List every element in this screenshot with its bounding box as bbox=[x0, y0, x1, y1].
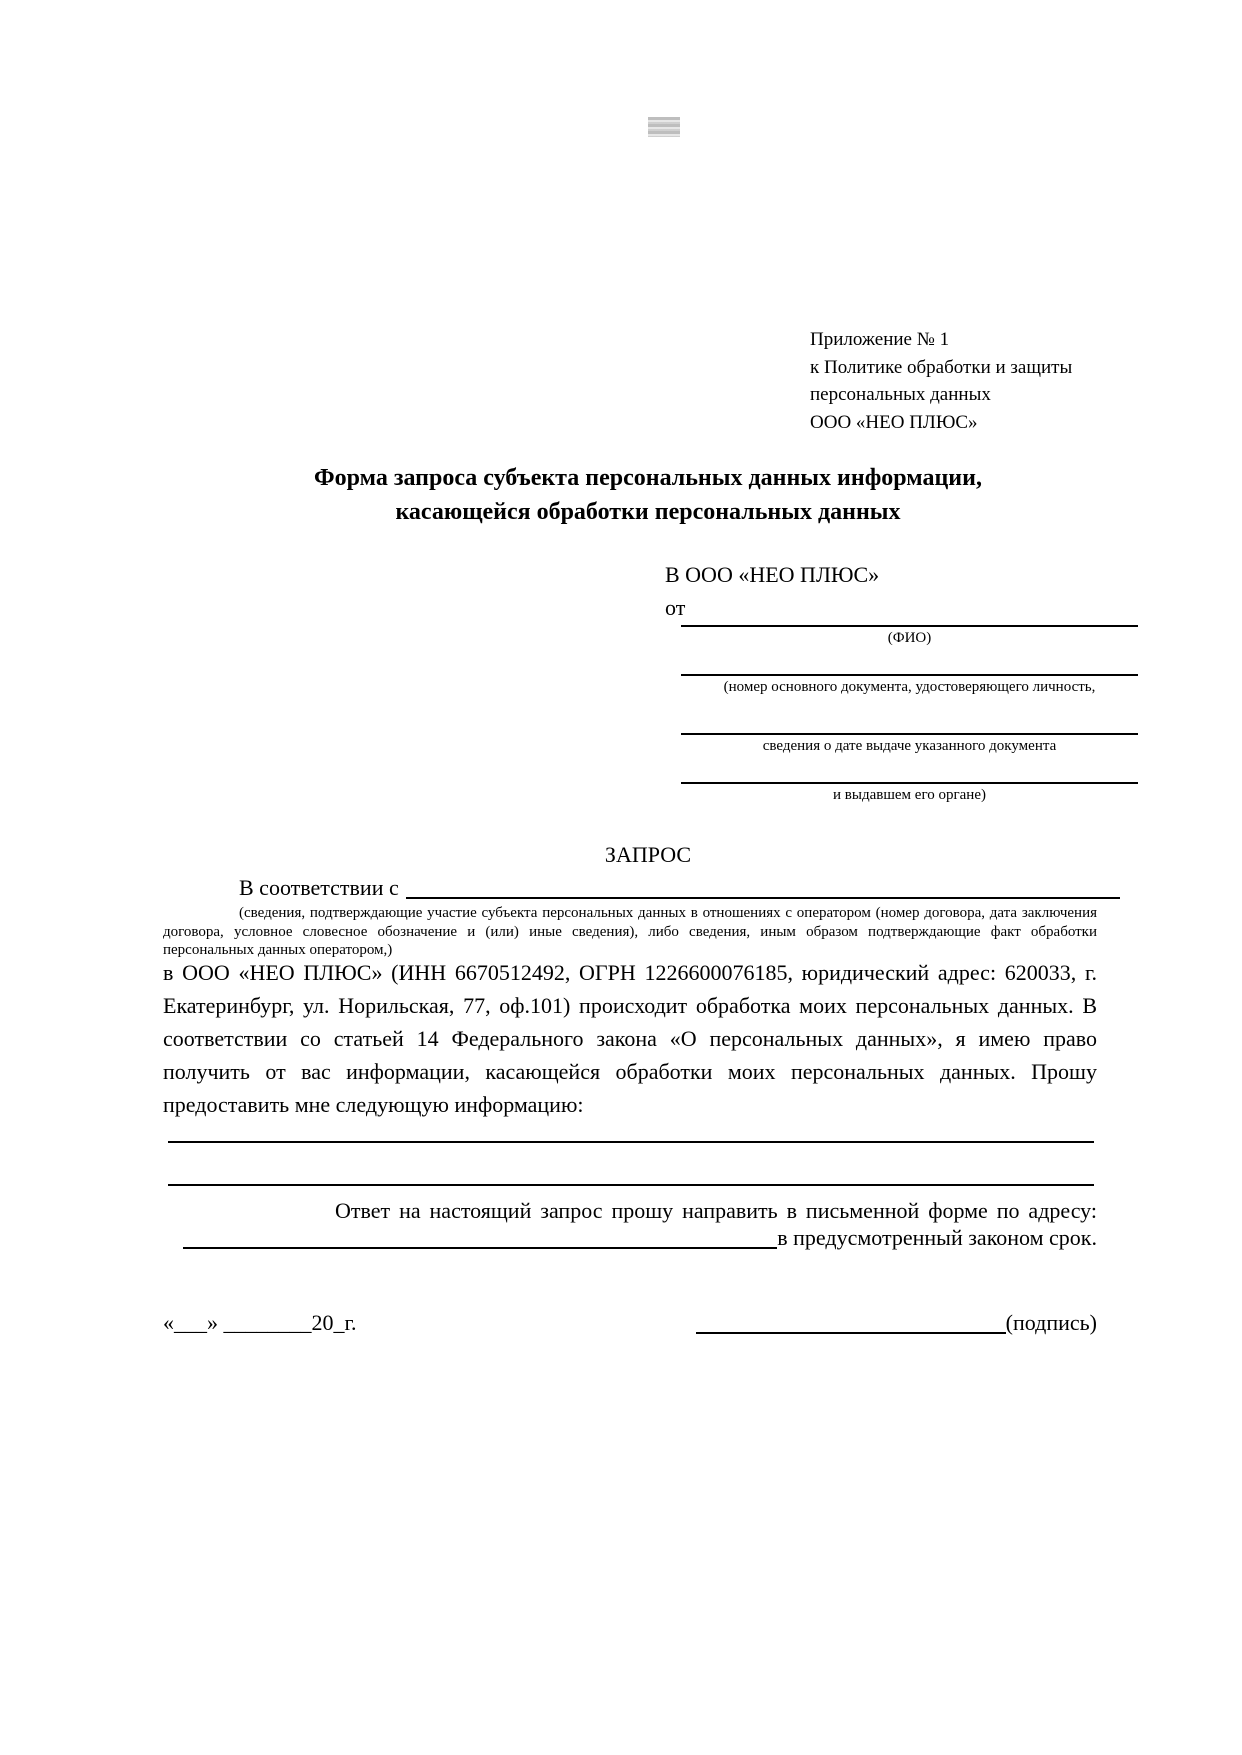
information-blank-line-1 bbox=[168, 1141, 1094, 1143]
document-number-field-caption: (номер основного документа, удостоверяющего личность, bbox=[723, 679, 1096, 695]
issuing-authority-field-line bbox=[681, 782, 1138, 784]
fio-field-line bbox=[681, 625, 1138, 627]
signature-row bbox=[163, 1306, 1097, 1339]
answer-tail-text: в предусмотренный законом срок. bbox=[777, 1225, 1097, 1250]
information-blank-line-2 bbox=[168, 1184, 1094, 1186]
fio-field-caption: (ФИО) bbox=[887, 630, 932, 646]
answer-address-row bbox=[183, 1221, 1097, 1254]
request-body-paragraph: в ООО «НЕО ПЛЮС» (ИНН 6670512492, ОГРН 1226600076185, юридический адрес: 620033, г. Екатеринбург, ул. Норильская, 77, оф.101) происходит обработка моих персональных данных. В соответствии со статьей 14 Федерального закона «О персональных данных», я имею право получить от вас информации, касающейся обработки моих персональных данных. Прошу предоставить мне следующую информацию: bbox=[163, 960, 1097, 1117]
document-number-field-line bbox=[681, 674, 1138, 676]
issuing-authority-field-caption: и выдавшем его органе) bbox=[833, 787, 986, 803]
answer-address-sentence: Ответ на настоящий запрос прошу направить в письменной форме по адресу: bbox=[335, 1198, 1097, 1223]
appendix-line: Приложение № 1 bbox=[810, 329, 950, 350]
page-title bbox=[181, 461, 1115, 529]
accordance-footnote: (сведения, подтверждающие участие субъекта персональных данных в отношениях с оператором (номер договора, дата заключения договора, условное словесное обозначение и (или) иные сведения), либо сведения, иным образом подтверждающие факт обработки персональных данных оператором,) bbox=[163, 905, 1097, 958]
accordance-blank-line bbox=[406, 897, 1120, 899]
addressee-from-label: от bbox=[665, 595, 686, 620]
signature-area bbox=[696, 1306, 1097, 1339]
request-heading: ЗАПРОС bbox=[604, 842, 692, 867]
issue-date-field-line bbox=[681, 733, 1138, 735]
appendix-line: к Политике обработки и защиты bbox=[810, 356, 1073, 378]
issue-date-field-caption: сведения о дате выдаче указанного документа bbox=[762, 738, 1057, 754]
appendix-note bbox=[810, 326, 1170, 436]
date-blank-text: «___» ________20_г. bbox=[163, 1310, 357, 1335]
addressee-block bbox=[665, 558, 879, 624]
page-title-line-2: касающейся обработки персональных данных bbox=[395, 499, 901, 525]
appendix-line: ООО «НЕО ПЛЮС» bbox=[810, 411, 978, 433]
appendix-line: персональных данных bbox=[810, 384, 991, 405]
accordance-row bbox=[163, 871, 1120, 904]
address-blank-line bbox=[183, 1247, 777, 1249]
signature-caption: (подпись) bbox=[1005, 1310, 1097, 1335]
page-title-line-1: Форма запроса субъекта персональных данных информации, bbox=[314, 465, 982, 491]
small-image-artifact-icon bbox=[648, 117, 680, 137]
signature-blank-line bbox=[696, 1332, 1006, 1334]
accordance-prefix: В соответствии с bbox=[239, 875, 399, 900]
addressee-to: В ООО «НЕО ПЛЮС» bbox=[665, 562, 880, 587]
